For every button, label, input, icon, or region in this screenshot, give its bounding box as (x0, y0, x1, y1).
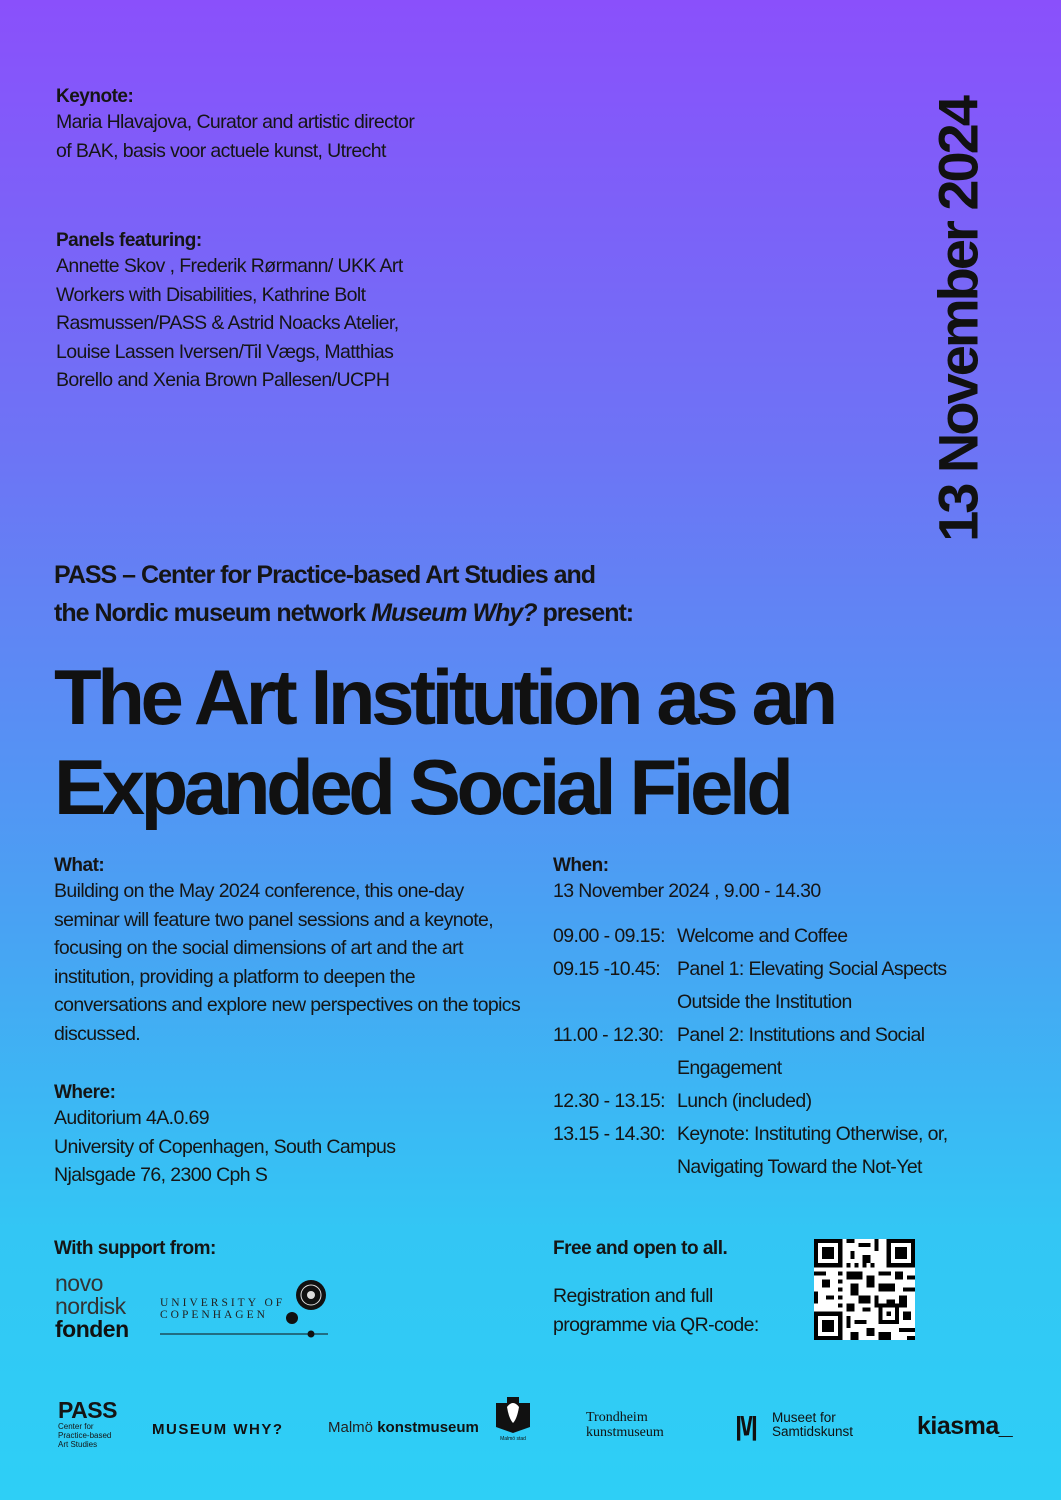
registration-text: Registration and full programme via QR-code: (553, 1285, 759, 1336)
free-label: Free and open to all. (553, 1238, 728, 1259)
presenters-line-2 (54, 594, 633, 632)
panels-label: Panels featuring: (56, 230, 202, 251)
keynote-label: Keynote: (56, 86, 134, 107)
novo-line-3: fonden (55, 1316, 129, 1342)
malmo-konstmuseum-logo (328, 1419, 479, 1436)
ucph-logo (160, 1280, 332, 1340)
pass-logo-line-2: Practice-based (58, 1431, 112, 1440)
presenters-line-2-end: present: (536, 599, 634, 627)
trondheim-line-1: Trondheim (586, 1410, 648, 1425)
malmo-stad-text: Malmö stad (500, 1436, 526, 1441)
pass-logo (58, 1398, 117, 1449)
what-block (54, 855, 524, 1049)
pass-logo-line-3: Art Studies (58, 1440, 98, 1449)
presenters-line-2-start: the Nordic museum network (54, 599, 372, 627)
where-line-2: University of Copenhagen, South Campus (54, 1135, 396, 1158)
schedule-row (553, 953, 977, 1019)
when-label: When: (553, 855, 609, 876)
msam-line-1: Museet for (772, 1410, 836, 1425)
schedule-desc: Panel 2: Institutions and Social Engagement (676, 1023, 925, 1079)
schedule-row (553, 920, 977, 953)
msam-line-2: Samtidskunst (772, 1424, 854, 1439)
registration-qr-code[interactable] (814, 1239, 915, 1340)
ucph-line-2: COPENHAGEN (160, 1309, 268, 1321)
vertical-date: 13 November 2024 (926, 98, 990, 542)
schedule-desc: Lunch (included) (676, 1089, 812, 1112)
title-line-2: Expanded Social Field (54, 743, 790, 831)
keynote-text: Maria Hlavajova, Curator and artistic director of BAK, basis voor actuele kunst, Utrecht (56, 111, 415, 162)
where-label: Where: (54, 1082, 116, 1103)
keynote-block (56, 86, 416, 165)
malmo-logo-light: Malmö (328, 1419, 378, 1436)
schedule-desc: Panel 1: Elevating Social Aspects Outside the Institution (676, 957, 947, 1013)
event-title (54, 652, 834, 832)
panels-text: Annette Skov , Frederik Rørmann/ UKK Art Workers with Disabilities, Kathrine Bolt Rasmussen/PASS & Astrid Noacks Atelier, Louise Lassen Iversen/Til Vægs, Matthias Borello and Xenia Brown Pallesen/UCPH (56, 255, 403, 392)
ucph-line-1: UNIVERSITY OF (160, 1297, 286, 1309)
novo-line-2: nordisk (55, 1293, 126, 1319)
when-date: 13 November 2024 , 9.00 - 14.30 (553, 880, 821, 902)
when-block (553, 855, 993, 1184)
title-line-1: The Art Institution as an (54, 653, 834, 741)
schedule-row (553, 1085, 977, 1118)
malmo-stad-crest-icon (495, 1393, 531, 1441)
schedule-time: 11.00 - 12.30: (553, 1023, 664, 1046)
pass-logo-line-1: Center for (58, 1422, 94, 1431)
presenters-line (54, 556, 633, 632)
schedule-time: 09.00 - 09.15: (553, 924, 665, 947)
museum-why-logo: MUSEUM WHY? (152, 1421, 284, 1438)
ucph-seal-icon (160, 1280, 332, 1340)
museum-why-italic: Museum Why? (371, 599, 537, 627)
trondheim-kunstmuseum-logo (586, 1410, 664, 1440)
schedule-time: 13.15 - 14.30: (553, 1122, 665, 1145)
schedule-time: 09.15 -10.45: (553, 957, 661, 980)
schedule-time: 12.30 - 13.15: (553, 1089, 665, 1112)
where-line-3: Njalsgade 76, 2300 Cph S (54, 1164, 268, 1187)
pass-logo-wordmark: PASS (58, 1397, 117, 1423)
what-label: What: (54, 855, 105, 876)
novo-line-1: novo (55, 1270, 103, 1296)
what-text: Building on the May 2024 conference, this one-day seminar will feature two panel sessions and a keynote, focusing on the social dimensions of art and the art institution, providing a platform to deepen the conversations and explore new perspectives on the topics discussed. (54, 880, 521, 1045)
museet-for-samtidskunst-logo (772, 1411, 853, 1439)
msam-logo-mark: |\/| (735, 1411, 756, 1441)
kiasma-logo: kiasma_ (917, 1412, 1013, 1440)
where-block (54, 1082, 524, 1190)
panels-block (56, 230, 416, 395)
schedule (553, 920, 977, 1184)
presenters-line-1: PASS – Center for Practice-based Art Studies and (54, 561, 596, 589)
trondheim-line-2: kunstmuseum (586, 1425, 664, 1440)
malmo-logo-bold: konstmuseum (377, 1419, 479, 1436)
schedule-row (553, 1118, 977, 1184)
support-label: With support from: (54, 1238, 216, 1259)
schedule-row (553, 1019, 977, 1085)
schedule-desc: Keynote: Instituting Otherwise, or, Navigating Toward the Not-Yet (676, 1122, 948, 1178)
where-line-1: Auditorium 4A.0.69 (54, 1107, 210, 1129)
novo-nordisk-fonden-logo (55, 1272, 129, 1341)
schedule-desc: Welcome and Coffee (676, 924, 848, 947)
